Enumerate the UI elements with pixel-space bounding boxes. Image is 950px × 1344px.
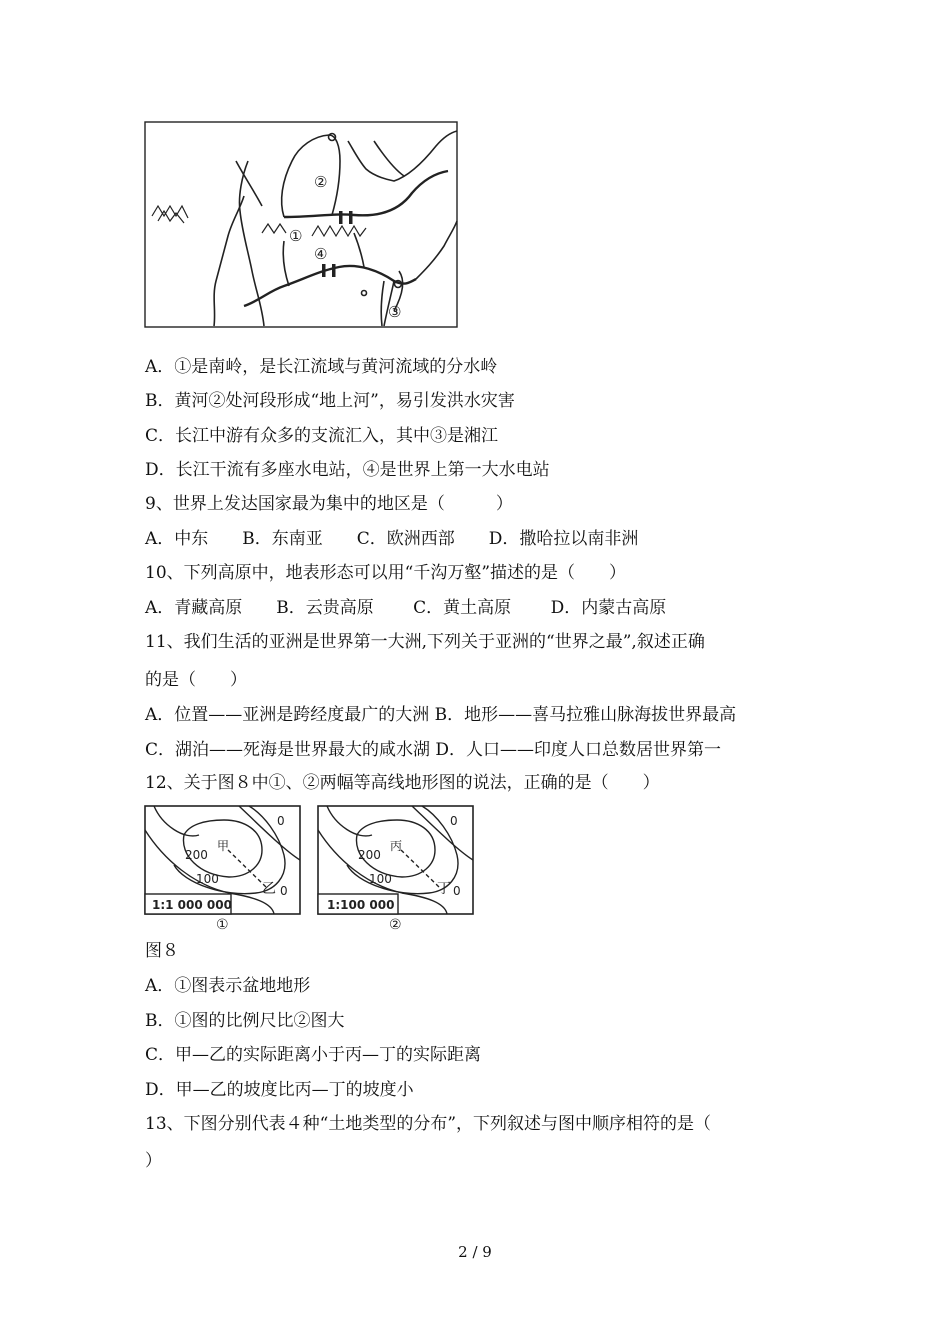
map2-label: ② bbox=[389, 917, 402, 933]
q12-stem: 12、关于图８中①、②两幅等高线地形图的说法，正确的是（ ） bbox=[145, 773, 660, 793]
map2-contour-200: 200 bbox=[358, 848, 381, 862]
q12-option-c: C．甲—乙的实际距离小于丙—丁的实际距离 bbox=[145, 1045, 482, 1065]
contour-map-1 bbox=[144, 805, 304, 933]
q12-option-a: A．①图表示盆地地形 bbox=[145, 976, 311, 996]
contour-map-2 bbox=[317, 805, 477, 933]
q13-stem-line1: 13、下图分别代表４种“土地类型的分布”，下列叙述与图中顺序相符的是（ bbox=[145, 1114, 712, 1134]
map1-contour-100: 100 bbox=[196, 872, 219, 886]
q8-option-a: A．①是南岭，是长江流域与黄河流域的分水岭 bbox=[145, 357, 498, 377]
q9-options: A．中东 B．东南亚 C．欧洲西部 D．撒哈拉以南非洲 bbox=[145, 529, 639, 549]
q9-stem: 9、世界上发达国家最为集中的地区是（ ） bbox=[145, 494, 513, 514]
map2-contour-100: 100 bbox=[369, 872, 392, 886]
map1-point-a: 甲 bbox=[217, 839, 230, 853]
q13-stem-line2: ） bbox=[145, 1151, 162, 1171]
q12-option-b: B．①图的比例尺比②图大 bbox=[145, 1011, 345, 1031]
map2-point-a: 丙 bbox=[390, 839, 403, 853]
q8-option-b: B．黄河②处河段形成“地上河”，易引发洪水灾害 bbox=[145, 391, 515, 411]
map-label-3: ③ bbox=[388, 303, 402, 321]
china-river-map bbox=[144, 121, 458, 328]
map1-end-zero: 0 bbox=[280, 884, 288, 898]
map1-scale: 1:1 000 000 bbox=[152, 898, 232, 912]
q8-option-d: D．长江干流有多座水电站，④是世界上第一大水电站 bbox=[145, 460, 550, 480]
map2-point-b: 丁 bbox=[437, 881, 451, 897]
q11-options-line1: A．位置——亚洲是跨经度最广的大洲 B．地形——喜马拉雅山脉海拔世界最高 bbox=[145, 705, 737, 725]
map-label-1: ① bbox=[289, 227, 303, 245]
q10-stem: 10、下列高原中，地表形态可以用“千沟万壑”描述的是（ ） bbox=[145, 563, 627, 583]
q11-stem-line1: 11、我们生活的亚洲是世界第一大洲,下列关于亚洲的“世界之最”,叙述正确 bbox=[145, 632, 705, 652]
figure-caption: 图８ bbox=[145, 941, 179, 961]
page-number: 2 / 9 bbox=[458, 1243, 492, 1261]
map1-contour-0: 0 bbox=[277, 814, 285, 828]
map2-contour-0: 0 bbox=[450, 814, 458, 828]
q8-option-c: C．长江中游有众多的支流汇入，其中③是湘江 bbox=[145, 426, 499, 446]
q12-option-d: D．甲—乙的坡度比丙—丁的坡度小 bbox=[145, 1080, 414, 1100]
q10-options: A．青藏高原 B．云贵高原 C．黄土高原 D．内蒙古高原 bbox=[145, 598, 667, 618]
map2-end-zero: 0 bbox=[453, 884, 461, 898]
map-label-4: ④ bbox=[314, 245, 328, 263]
map2-scale: 1:100 000 bbox=[327, 898, 395, 912]
q11-stem-line2: 的是（ ） bbox=[145, 670, 247, 690]
map1-point-b: 乙 bbox=[262, 881, 276, 897]
map1-contour-200: 200 bbox=[185, 848, 208, 862]
map-label-2: ② bbox=[314, 173, 328, 191]
q11-options-line2: C．湖泊——死海是世界最大的咸水湖 D．人口——印度人口总数居世界第一 bbox=[145, 740, 722, 760]
map1-label: ① bbox=[216, 917, 229, 933]
